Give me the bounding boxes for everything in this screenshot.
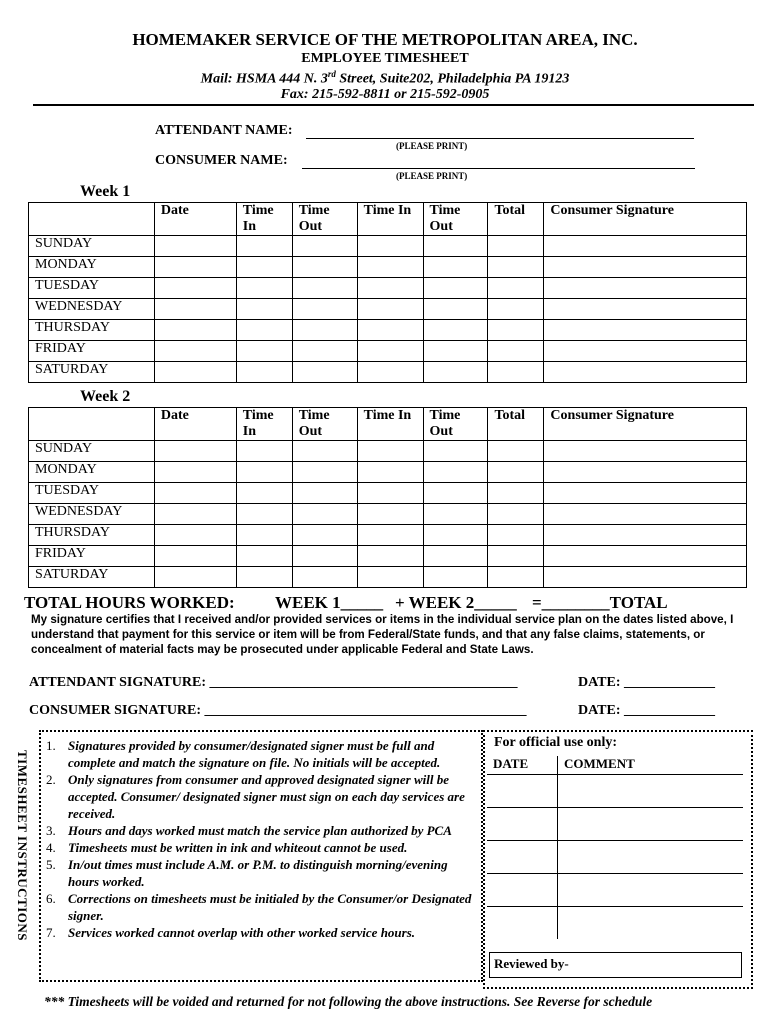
cell[interactable] [292,504,357,525]
attendant-name-label: ATTENDANT NAME: [155,123,293,138]
cell[interactable] [544,546,747,567]
cell[interactable] [357,299,423,320]
list-item [46,737,476,771]
cell[interactable] [488,546,544,567]
cell[interactable] [154,278,236,299]
table-row [29,299,747,320]
cell[interactable] [154,257,236,278]
cell[interactable] [236,441,292,462]
day-label: WEDNESDAY [29,504,155,525]
table-row [29,525,747,546]
cell[interactable] [423,546,488,567]
cell[interactable] [357,504,423,525]
cell[interactable] [558,907,744,940]
cell[interactable] [154,236,236,257]
cell[interactable] [488,341,544,362]
day-label: SUNDAY [29,441,155,462]
cell[interactable] [292,257,357,278]
cell[interactable] [487,907,558,940]
item-text: Corrections on timesheets must be initialed by the Consumer/or Designated signer. [68,891,472,923]
table-row [29,278,747,299]
item-num: 4. [46,840,56,855]
cell[interactable] [357,341,423,362]
day-label: TUESDAY [29,278,155,299]
cell[interactable] [357,278,423,299]
cell[interactable] [357,236,423,257]
table-row [487,874,743,907]
cell[interactable] [544,341,747,362]
cell[interactable] [488,278,544,299]
item-num: 2. [46,772,56,787]
day-label: WEDNESDAY [29,299,155,320]
header-rule [33,104,754,106]
grand-total[interactable]: =________TOTAL [532,593,668,612]
cell[interactable] [236,546,292,567]
time-in-2-header: Time In [357,408,423,441]
cell[interactable] [236,567,292,588]
time-in-header: Time In [236,408,292,441]
cell[interactable] [236,504,292,525]
official-comment-header: COMMENT [558,756,744,775]
cell[interactable] [544,257,747,278]
table-row [29,236,747,257]
cell[interactable] [544,504,747,525]
mail-address [0,69,770,88]
cell[interactable] [154,362,236,383]
certification-text: My signature certifies that I received and/or provided services or items in the individual service plan on the dates listed above, I understand that payment for this service or item will be from Federal/State funds, and that any false claims, statements, or concealment of material facts may be prosecuted under applicable Federal and State Laws. [31,613,734,656]
cell[interactable] [488,236,544,257]
day-label: SUNDAY [29,236,155,257]
cell[interactable] [487,808,558,841]
cell[interactable] [423,257,488,278]
footer-note: *** Timesheets will be voided and returned for not following the above instructions. See Reverse for schedule [44,994,653,1009]
cell[interactable] [544,441,747,462]
cell[interactable] [558,874,744,907]
table-row [29,341,747,362]
table-row [487,907,743,940]
date-header: Date [154,203,236,236]
official-table [487,756,743,939]
time-in-header: Time In [236,203,292,236]
cell[interactable] [292,278,357,299]
cell[interactable] [423,278,488,299]
cell[interactable] [544,278,747,299]
time-in-2-header: Time In [357,203,423,236]
cell[interactable] [488,320,544,341]
day-label: FRIDAY [29,341,155,362]
cell[interactable] [544,567,747,588]
week2-table [28,407,747,588]
time-out-header: Time Out [292,408,357,441]
day-label: MONDAY [29,257,155,278]
cell[interactable] [236,483,292,504]
fax-numbers: Fax: 215-592-8811 or 215-592-0905 [280,87,490,102]
official-header-row [487,756,743,775]
org-name: HOMEMAKER SERVICE OF THE METROPOLITAN AREA, INC. [132,30,638,49]
cell[interactable] [488,525,544,546]
cell[interactable] [154,504,236,525]
attendant-print-note: (PLEASE PRINT) [396,141,468,151]
cell[interactable] [357,257,423,278]
cell[interactable] [423,236,488,257]
cell[interactable] [488,567,544,588]
cell[interactable] [423,525,488,546]
reviewed-by-field[interactable]: Reviewed by- [489,952,742,978]
attendant-signature-line[interactable]: ATTENDANT SIGNATURE: ____________________________________________ [29,675,518,690]
mail-sup: rd [327,69,336,79]
cell[interactable] [292,546,357,567]
list-item [46,856,476,890]
week2-header-row [29,408,747,441]
cell[interactable] [544,462,747,483]
cell[interactable] [558,841,744,874]
item-text: Timesheets must be written in ink and whiteout cannot be used. [68,840,408,855]
cell[interactable] [236,462,292,483]
cell[interactable] [544,362,747,383]
cell[interactable] [154,299,236,320]
cell[interactable] [292,567,357,588]
cell[interactable] [357,462,423,483]
total-header: Total [488,203,544,236]
week2-title: Week 2 [80,388,131,405]
cell[interactable] [423,441,488,462]
mail-pre: Mail: HSMA 444 N. 3 [200,71,328,87]
day-label: TUESDAY [29,483,155,504]
cell[interactable] [423,483,488,504]
cell[interactable] [357,320,423,341]
form-title: EMPLOYEE TIMESHEET [301,51,469,66]
item-text: Only signatures from consumer and approved designated signer will be accepted. Consumer/ designated signer must sign on each day services are received. [68,772,465,821]
consumer-name-field[interactable] [302,154,695,169]
cell[interactable] [292,341,357,362]
cell[interactable] [292,299,357,320]
list-item [46,924,476,941]
cell[interactable] [154,567,236,588]
table-row [487,841,743,874]
cell[interactable] [558,808,744,841]
table-row [29,483,747,504]
time-out-header: Time Out [292,203,357,236]
consumer-date-line[interactable]: DATE: _____________ [578,703,716,718]
signature-header: Consumer Signature [544,203,747,236]
cell[interactable] [292,320,357,341]
table-row [29,257,747,278]
cell[interactable] [292,525,357,546]
cell[interactable] [544,236,747,257]
attendant-date-line[interactable]: DATE: _____________ [578,675,716,690]
time-out-2-header: Time Out [423,203,488,236]
cell[interactable] [236,278,292,299]
cell[interactable] [488,362,544,383]
cell[interactable] [423,362,488,383]
cell[interactable] [292,441,357,462]
cell[interactable] [154,462,236,483]
official-use-title: For official use only: [494,735,618,750]
list-item [46,771,476,822]
cell[interactable] [236,362,292,383]
cell[interactable] [236,236,292,257]
day-label: MONDAY [29,462,155,483]
consumer-name-label: CONSUMER NAME: [155,153,288,168]
instructions-side-label [10,750,32,950]
cell[interactable] [292,362,357,383]
table-row [29,546,747,567]
cell[interactable] [357,441,423,462]
cell[interactable] [488,462,544,483]
consumer-print-note: (PLEASE PRINT) [396,171,468,181]
time-out-2-header: Time Out [423,408,488,441]
cell[interactable] [154,483,236,504]
cell[interactable] [357,362,423,383]
side-label-text: TIMESHEET INSTRUCTIONS [15,750,30,942]
cell[interactable] [423,567,488,588]
cell[interactable] [154,320,236,341]
cell[interactable] [236,320,292,341]
table-row [29,462,747,483]
cell[interactable] [423,341,488,362]
blank-header [29,408,155,441]
cell[interactable] [236,299,292,320]
total-header: Total [488,408,544,441]
day-label: THURSDAY [29,525,155,546]
blank-header [29,203,155,236]
mail-post: Street, Suite202, Philadelphia PA 19123 [335,71,570,87]
cell[interactable] [558,775,744,808]
table-row [29,504,747,525]
cell[interactable] [357,567,423,588]
table-row [487,808,743,841]
cell[interactable] [292,483,357,504]
week1-table [28,202,747,383]
day-label: THURSDAY [29,320,155,341]
attendant-name-field[interactable] [306,124,694,139]
cell[interactable] [544,320,747,341]
table-row [29,362,747,383]
signature-header: Consumer Signature [544,408,747,441]
item-num: 3. [46,823,56,838]
item-text: In/out times must include A.M. or P.M. to distinguish morning/evening hours worked. [68,857,448,889]
item-num: 6. [46,891,56,906]
cell[interactable] [487,775,558,808]
cell[interactable] [357,525,423,546]
day-label: SATURDAY [29,567,155,588]
week1-header-row [29,203,747,236]
cell[interactable] [154,546,236,567]
cell[interactable] [357,546,423,567]
cell[interactable] [487,841,558,874]
week1-total[interactable]: WEEK 1_____ [275,593,384,612]
cell[interactable] [488,483,544,504]
instructions-list [46,737,476,941]
item-text: Signatures provided by consumer/designated signer must be full and complete and match the signature on file. No initials will be accepted. [68,738,441,770]
cell[interactable] [488,257,544,278]
list-item [46,890,476,924]
cell[interactable] [488,299,544,320]
table-row [29,567,747,588]
cell[interactable] [154,525,236,546]
total-hours-label: TOTAL HOURS WORKED: [24,593,235,612]
consumer-signature-line[interactable]: CONSUMER SIGNATURE: ______________________________________________ [29,703,527,718]
list-item [46,839,476,856]
cell[interactable] [423,299,488,320]
item-text: Services worked cannot overlap with other worked service hours. [68,925,416,940]
cell[interactable] [544,299,747,320]
cell[interactable] [236,341,292,362]
cell[interactable] [423,462,488,483]
item-num: 1. [46,738,56,753]
cell[interactable] [488,504,544,525]
table-row [29,441,747,462]
cell[interactable] [357,483,423,504]
cell[interactable] [544,525,747,546]
cell[interactable] [236,525,292,546]
week1-title: Week 1 [80,183,131,200]
item-num: 7. [46,925,56,940]
cell[interactable] [292,236,357,257]
table-row [29,320,747,341]
week2-total[interactable]: + WEEK 2_____ [395,593,517,612]
cell[interactable] [154,341,236,362]
day-label: FRIDAY [29,546,155,567]
list-item [46,822,476,839]
cell[interactable] [292,462,357,483]
cell[interactable] [544,483,747,504]
table-row [487,775,743,808]
day-label: SATURDAY [29,362,155,383]
item-num: 5. [46,857,56,872]
cell[interactable] [423,320,488,341]
official-date-header: DATE [487,756,558,775]
cell[interactable] [236,257,292,278]
cell[interactable] [487,874,558,907]
item-text: Hours and days worked must match the service plan authorized by PCA [68,823,452,838]
cell[interactable] [488,441,544,462]
date-header: Date [154,408,236,441]
cell[interactable] [154,441,236,462]
cell[interactable] [423,504,488,525]
